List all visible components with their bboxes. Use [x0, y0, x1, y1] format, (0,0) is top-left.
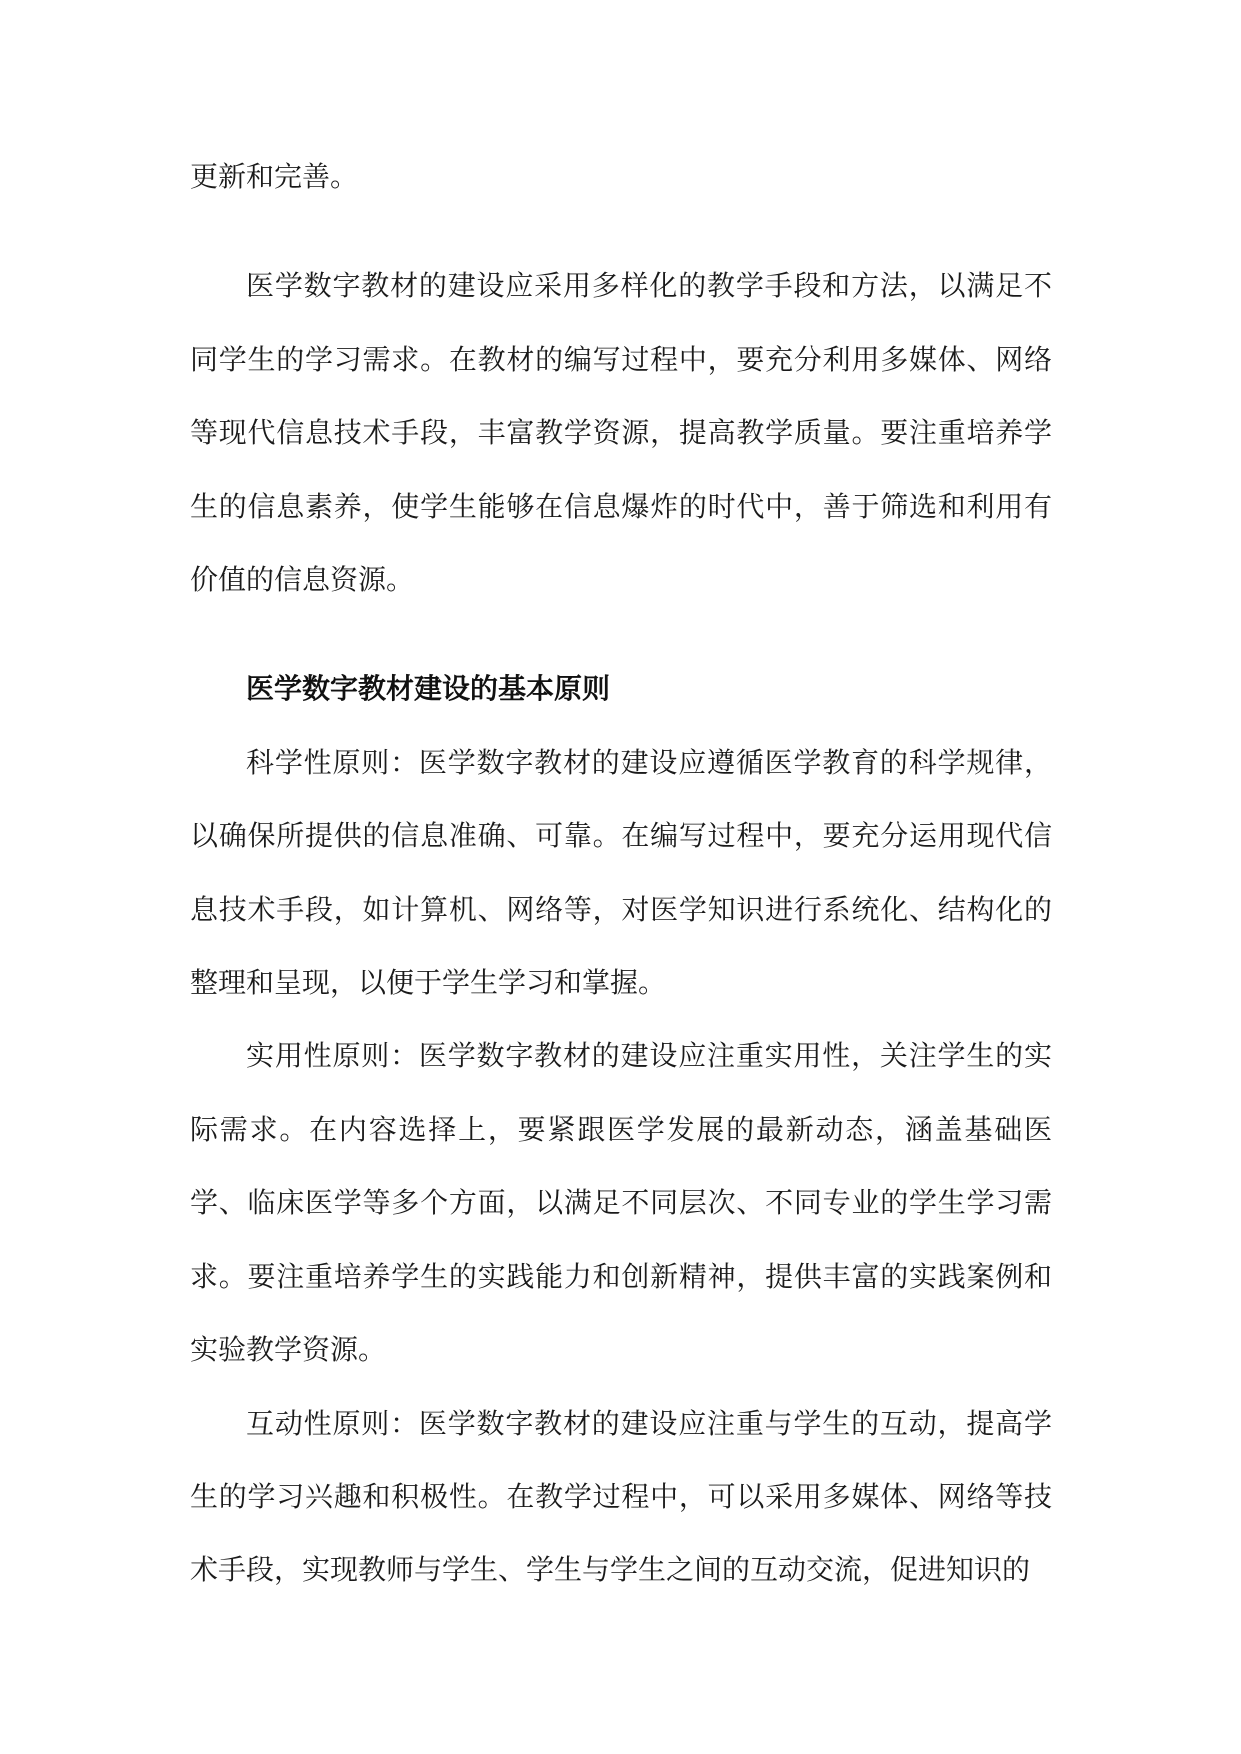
paragraph-gap — [190, 213, 1052, 249]
paragraph-continuation: 更新和完善。 — [190, 160, 359, 193]
section-heading: 医学数字教材建设的基本原则 — [246, 672, 611, 706]
paragraph-interactive-principle: 互动性原则：医学数字教材的建设应注重与学生的互动，提高学生的学习兴趣和积极性。在教学过程中，可以采用多媒体、网络等技术手段，实现教师与学生、学生与学生之间的互动交流，促进知识的 — [190, 1406, 1052, 1587]
section-gap — [190, 616, 1052, 652]
document-body — [190, 140, 1052, 1607]
paragraph-teaching-methods: 医学数字教材的建设应采用多样化的教学手段和方法，以满足不同学生的学习需求。在教材的编写过程中，要充分利用多媒体、网络等现代信息技术手段，丰富教学资源，提高教学质量。要注重培养学生的信息素养，使学生能够在信息爆炸的时代中，善于筛选和利用有价值的信息资源。 — [190, 269, 1052, 597]
paragraph-practical-principle: 实用性原则：医学数字教材的建设应注重实用性，关注学生的实际需求。在内容选择上，要紧跟医学发展的最新动态，涵盖基础医学、临床医学等多个方面，以满足不同层次、不同专业的学生学习需求。要注重培养学生的实践能力和创新精神，提供丰富的实践案例和实验教学资源。 — [190, 1039, 1052, 1367]
paragraph-scientific-principle: 科学性原则：医学数字教材的建设应遵循医学教育的科学规律，以确保所提供的信息准确、可靠。在编写过程中，要充分运用现代信息技术手段，如计算机、网络等，对医学知识进行系统化、结构化的整理和呈现，以便于学生学习和掌握。 — [190, 745, 1052, 1000]
